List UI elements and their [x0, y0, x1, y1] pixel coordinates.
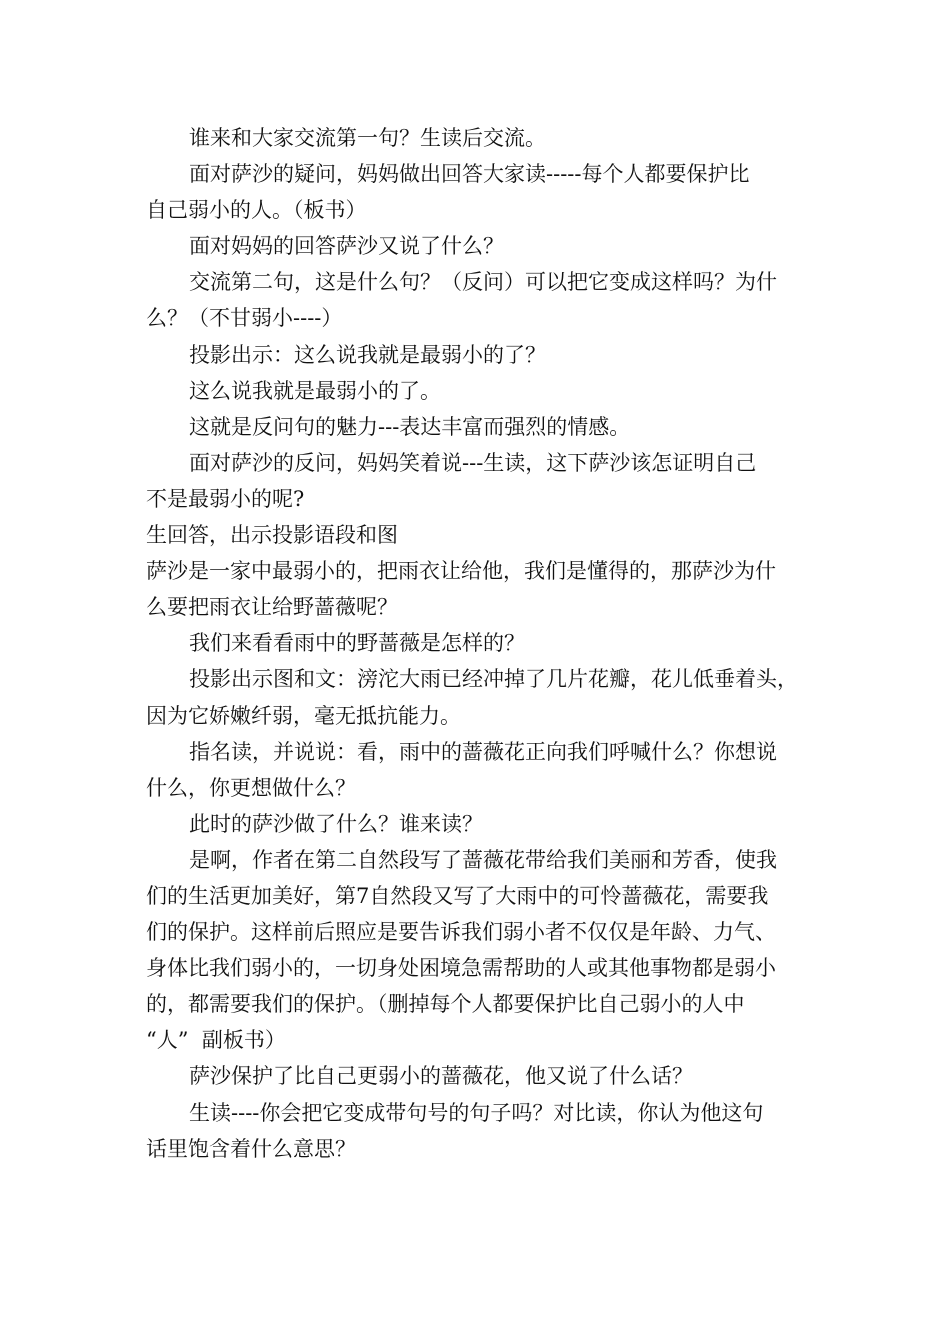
text-line: 的，都需要我们的保护。（删掉每个人都要保护比自己弱小的人中: [146, 992, 745, 1017]
text-line: 身体比我们弱小的，一切身处困境急需帮助的人或其他事物都是弱小: [146, 956, 776, 981]
text-line: 投影出示：这么说我就是最弱小的了？: [189, 342, 546, 367]
text-line: 们的生活更加美好，第7自然段又写了大雨中的可怜蔷薇花，需要我: [146, 883, 769, 908]
text-line: 话里饱含着什么意思？: [146, 1136, 356, 1161]
text-line: 投影出示图和文：滂沱大雨已经冲掉了几片花瓣，花儿低垂着头，: [189, 667, 798, 692]
text-line: 交流第二句，这是什么句？（反问）可以把它变成这样吗？为什: [189, 270, 777, 295]
text-line: 不是最弱小的呢?: [146, 486, 305, 511]
text-line: 面对妈妈的回答萨沙又说了什么？: [189, 234, 504, 259]
text-line: 生读----你会把它变成带句号的句子吗？对比读，你认为他这句: [189, 1100, 764, 1125]
text-line: 指名读，并说说：看，雨中的蔷薇花正向我们呼喊什么？你想说: [189, 739, 777, 764]
text-line: 么？（不甘弱小----）: [146, 306, 343, 331]
text-line: 因为它娇嫩纤弱，毫无抵抗能力。: [146, 703, 461, 728]
text-line: 么要把雨衣让给野蔷薇呢？: [146, 595, 398, 620]
text-line: 生回答，出示投影语段和图: [146, 523, 398, 548]
text-line: 面对萨沙的反问，妈妈笑着说---生读，这下萨沙该怎证明自己: [189, 450, 757, 475]
text-line: 我们来看看雨中的野蔷薇是怎样的？: [189, 631, 525, 656]
lesson-plan-text: [146, 120, 816, 1167]
text-line: 此时的萨沙做了什么？谁来读？: [189, 811, 483, 836]
text-line: 是啊，作者在第二自然段写了蔷薇花带给我们美丽和芳香，使我: [189, 847, 777, 872]
text-line: 自己弱小的人。（板书）: [146, 198, 367, 223]
text-line: 谁来和大家交流第一句？生读后交流。: [189, 126, 546, 150]
text-line: 这么说我就是最弱小的了。: [189, 378, 441, 403]
text-line: 这就是反问句的魅力---表达丰富而强烈的情感。: [189, 414, 631, 439]
text-line: “人” 副板书）: [146, 1028, 286, 1053]
text-line: 萨沙是一家中最弱小的，把雨衣让给他，我们是懂得的，那萨沙为什: [146, 559, 776, 584]
text-line: 面对萨沙的疑问，妈妈做出回答大家读-----每个人都要保护比: [189, 162, 750, 187]
text-line: 们的保护。这样前后照应是要告诉我们弱小者不仅仅是年龄、力气、: [146, 920, 776, 945]
text-line: 萨沙保护了比自己更弱小的蔷薇花，他又说了什么话？: [189, 1064, 693, 1089]
text-line: 什么，你更想做什么？: [146, 775, 356, 800]
